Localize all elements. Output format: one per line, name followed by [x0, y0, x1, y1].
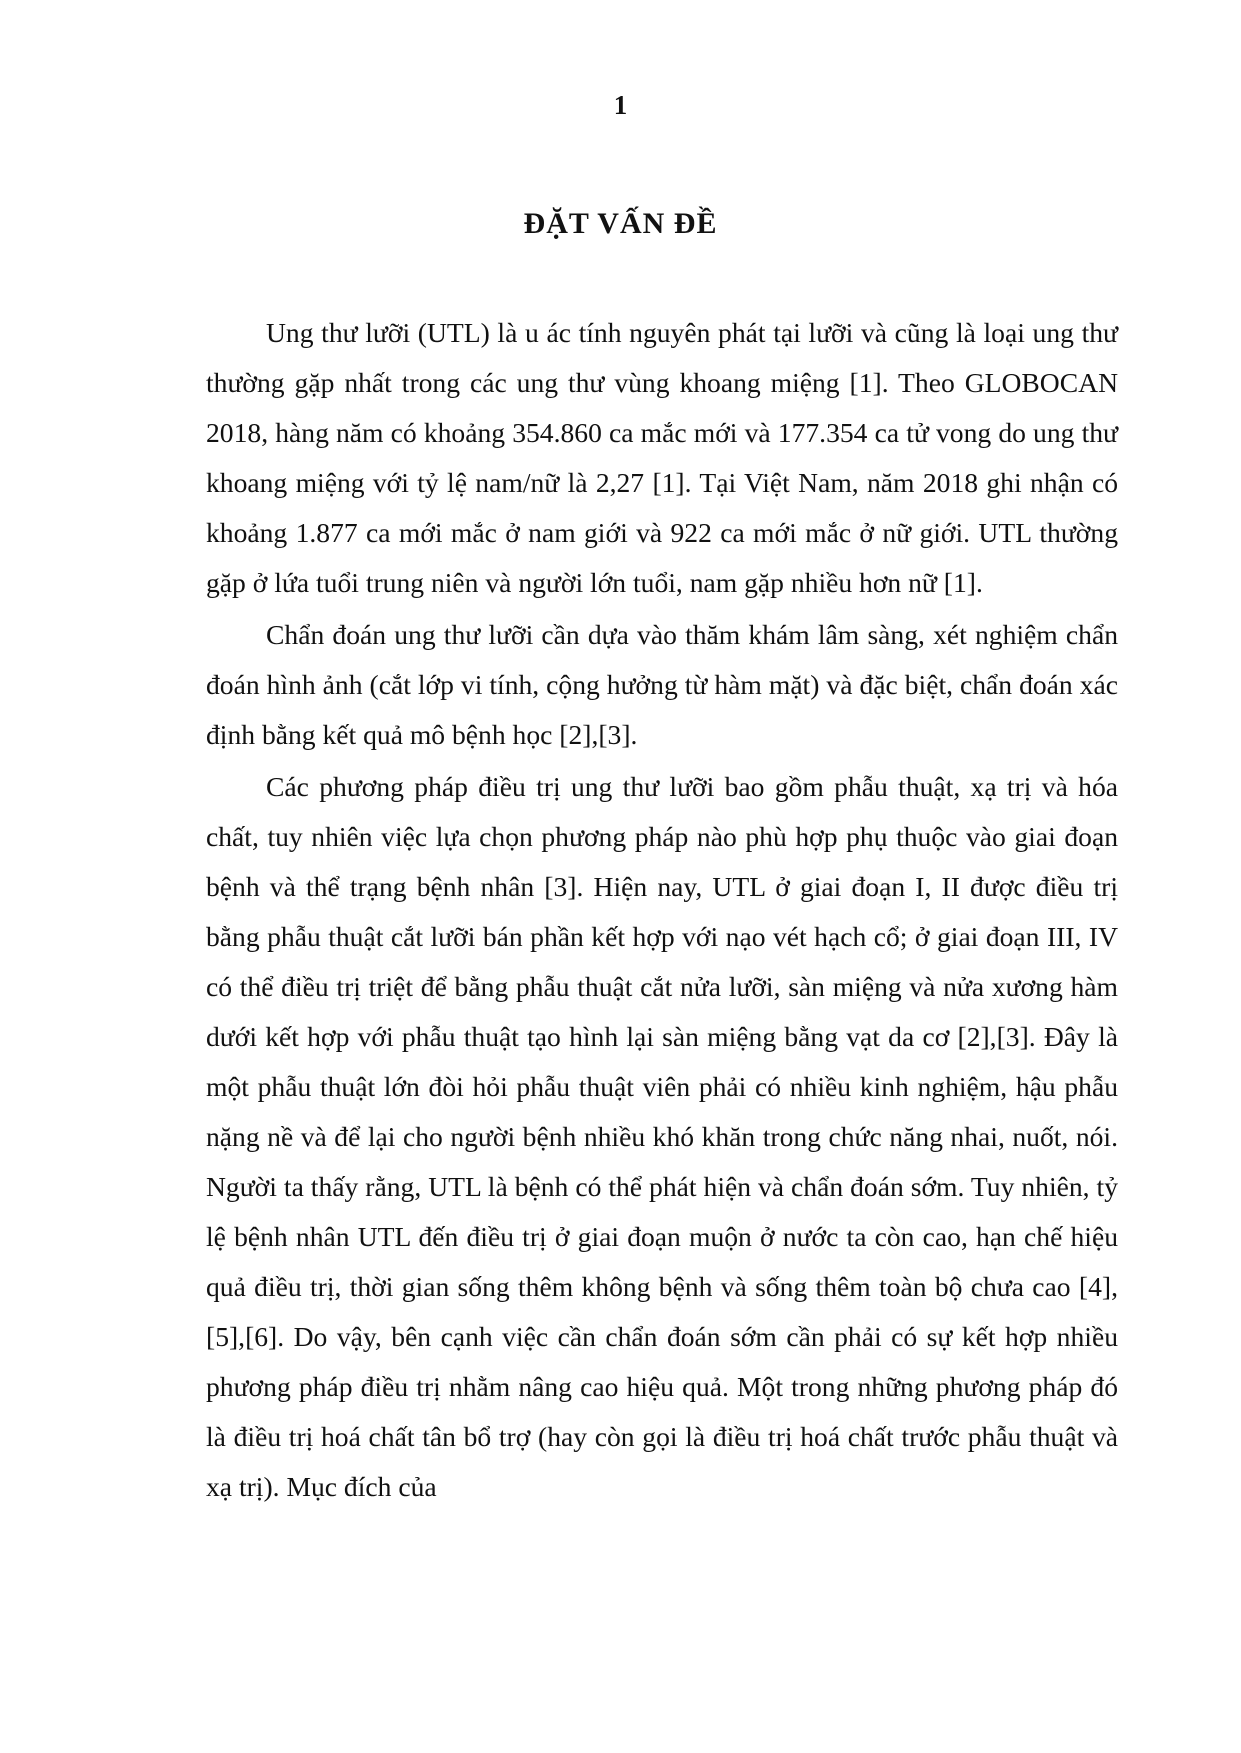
paragraph-treatment: Các phương pháp điều trị ung thư lưỡi bao gồm phẫu thuật, xạ trị và hóa chất, tuy nhiên việc lựa chọn phương pháp nào phù hợp phụ thuộc vào giai đoạn bệnh và thể trạng bệnh nhân [3]. Hiện nay, UTL ở giai đoạn I, II được điều trị bằng phẫu thuật cắt lưỡi bán phần kết hợp với nạo vét hạch cổ; ở giai đoạn III, IV có thể điều trị triệt để bằng phẫu thuật cắt nửa lưỡi, sàn miệng và nửa xương hàm dưới kết hợp với phẫu thuật tạo hình lại sàn miệng bằng vạt da cơ [2],[3]. Đây là một phẫu thuật lớn đòi hỏi phẫu thuật viên phải có nhiều kinh nghiệm, hậu phẫu nặng nề và để lại cho người bệnh nhiều khó khăn trong chức năng nhai, nuốt, nói. Người ta thấy rằng, UTL là bệnh có thể phát hiện và chẩn đoán sớm. Tuy nhiên, tỷ lệ bệnh nhân UTL đến điều trị ở giai đoạn muộn ở nước ta còn cao, hạn chế hiệu quả điều trị, thời gian sống thêm không bệnh và sống thêm toàn bộ chưa cao [4],[5],[6]. Do vậy, bên cạnh việc cần chẩn đoán sớm cần phải có sự kết hợp nhiều phương pháp điều trị nhằm nâng cao hiệu quả. Một trong những phương pháp đó là điều trị hoá chất tân bổ trợ (hay còn gọi là điều trị hoá chất trước phẫu thuật và xạ trị). Mục đích của	[206, 771, 1118, 1502]
body-text	[206, 308, 1118, 1514]
paragraph-diagnosis: Chẩn đoán ung thư lưỡi cần dựa vào thăm khám lâm sàng, xét nghiệm chẩn đoán hình ảnh (cắt lớp vi tính, cộng hưởng từ hàm mặt) và đặc biệt, chẩn đoán xác định bằng kết quả mô bệnh học [2],[3].	[206, 619, 1118, 750]
paragraph-epidemiology: Ung thư lưỡi (UTL) là u ác tính nguyên phát tại lưỡi và cũng là loại ung thư thường gặp nhất trong các ung thư vùng khoang miệng [1]. Theo GLOBOCAN 2018, hàng năm có khoảng 354.860 ca mắc mới và 177.354 ca tử vong do ung thư khoang miệng với tỷ lệ nam/nữ là 2,27 [1]. Tại Việt Nam, năm 2018 ghi nhận có khoảng 1.877 ca mới mắc ở nam giới và 922 ca mới mắc ở nữ giới. UTL thường gặp ở lứa tuổi trung niên và người lớn tuổi, nam gặp nhiều hơn nữ [1].	[206, 317, 1118, 598]
page-number: 1	[613, 90, 628, 120]
section-heading: ĐẶT VẤN ĐỀ	[523, 207, 718, 240]
